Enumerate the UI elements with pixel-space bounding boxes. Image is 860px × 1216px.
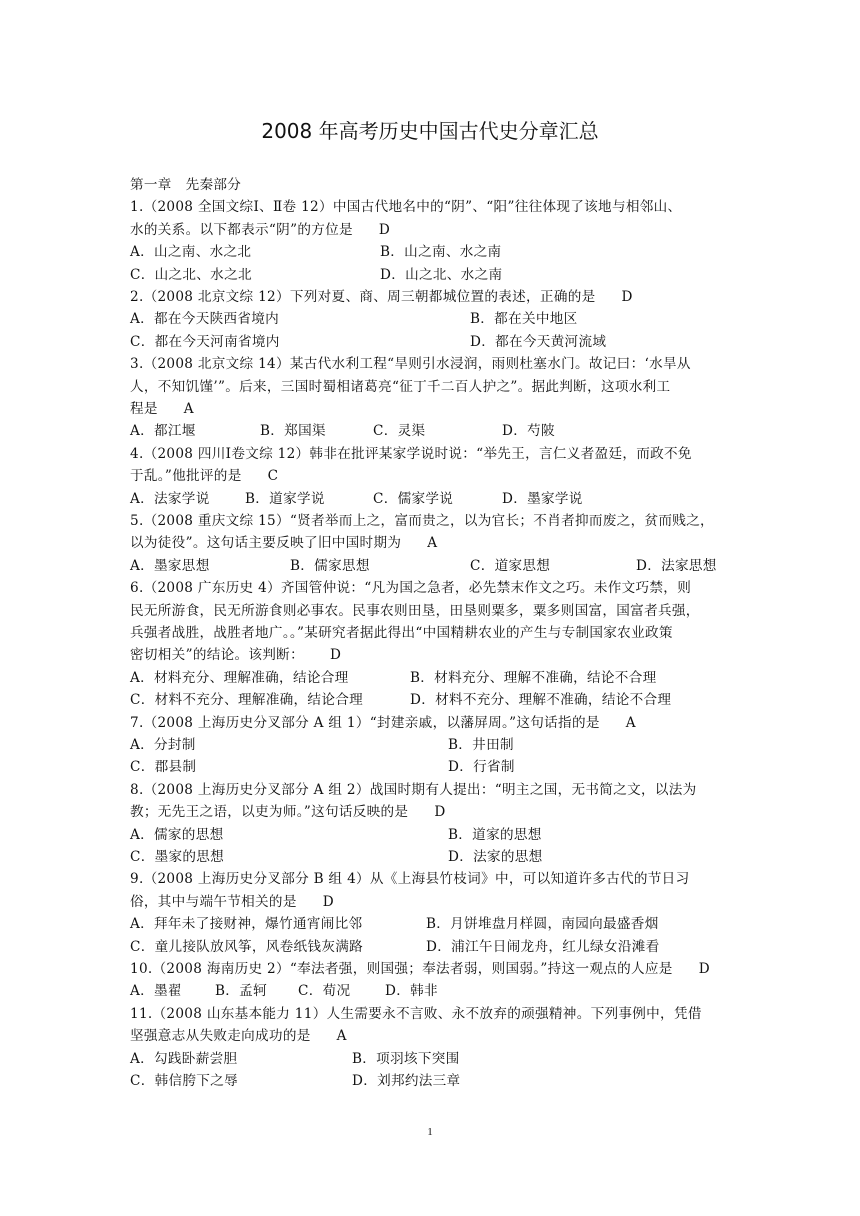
question-stem-line (130, 532, 730, 554)
question-text: 密切相关”的结论。该判断： (130, 647, 304, 663)
question-stem-line (130, 1025, 730, 1047)
option: D．材料不充分、理解不准确，结论不合理 (410, 692, 672, 708)
answer-key: A (336, 1028, 347, 1044)
option: C．道家思想 (470, 558, 551, 574)
option: D．法家思想 (636, 558, 717, 574)
question-stem-line (130, 286, 730, 308)
option: D．山之北、水之南 (380, 267, 503, 283)
question-stem-line (130, 219, 730, 241)
option: B．儒家思想 (290, 558, 370, 574)
chapter-heading: 第一章 先秦部分 (130, 177, 242, 193)
question-text: 6.（2008 广东历史 4）齐国管仲说：“凡为国之急者，必先禁末作文之巧。未作文巧禁，则 (130, 580, 692, 596)
option: A．山之南、水之北 (130, 244, 252, 260)
question-text: 9.（2008 上海历史分叉部分 B 组 4）从《上海县竹枝词》中，可以知道许多古代的节日习 (130, 871, 690, 887)
question-text: 7.（2008 上海历史分叉部分 A 组 1）“封建亲戚，以藩屏周。”这句话指的是 (130, 715, 600, 731)
option: C．材料不充分、理解准确，结论合理 (130, 692, 363, 708)
answer-key: D (329, 647, 342, 663)
option: C．韩信胯下之辱 (130, 1073, 238, 1089)
option: C．都在今天河南省境内 (130, 334, 280, 350)
option: A．拜年未了接财神，爆竹通宵闹比邻 (130, 916, 363, 932)
question-stem-line (130, 443, 730, 465)
question-text: 民无所游食，民无所游食则必事农。民事农则田垦，田垦则粟多，粟多则国富，国富者兵强， (130, 603, 700, 619)
question-text: 4.（2008 四川Ⅰ卷文综 12）韩非在批评某家学说时说：“举先王，言仁义者盈廷，而政不免 (130, 446, 692, 462)
question-stem-line (130, 510, 730, 532)
option: A．材料充分、理解准确，结论合理 (130, 670, 349, 686)
option: D．法家的思想 (448, 849, 543, 865)
question-text: 水的关系。以下都表示“阴”的方位是 (130, 222, 353, 238)
question-text: 俗，其中与端午节相关的是 (130, 894, 297, 910)
question-text: 5.（2008 重庆文综 15）“贤者举而上之，富而贵之，以为官长；不肖者抑而废之，贫而贱之， (130, 513, 714, 529)
answer-key: D (434, 804, 446, 820)
option: D．芍陂 (502, 423, 555, 439)
question-text: 11.（2008 山东基本能力 11）人生需要永不言败、永不放弃的顽强精神。下列事例中，凭借 (130, 1006, 702, 1022)
option: C．山之北、水之北 (130, 267, 252, 283)
answer-key: A (427, 535, 438, 551)
question-text: 人，不知饥馑’”。后来，三国时蜀相诸葛亮“征丁千二百人护之”。据此判断，这项水利工 (130, 379, 671, 395)
option: D．浦江午日闹龙舟，红儿绿女沿滩看 (426, 939, 660, 955)
question-stem-line (130, 868, 730, 890)
option: A．分封制 (130, 737, 196, 753)
answer-key: D (621, 289, 633, 305)
option: A．都江堰 (130, 423, 196, 439)
answer-key: A (625, 715, 636, 731)
option: D．韩非 (385, 983, 438, 999)
option: A．墨家思想 (130, 558, 210, 574)
option: A．儒家的思想 (130, 827, 224, 843)
question-stem-line (130, 622, 730, 644)
option: B．道家学说 (245, 491, 325, 507)
option: D．刘邦约法三章 (352, 1073, 461, 1089)
question-text: 坚强意志从失败走向成功的是 (130, 1028, 311, 1044)
question-stem-line (130, 465, 730, 487)
option: A．墨翟 (130, 983, 182, 999)
answer-key: D (322, 894, 334, 910)
question-text: 1.（2008 全国文综Ⅰ、Ⅱ卷 12）中国古代地名中的“阴”、“阳”往往体现了该地与相邻山、 (130, 199, 682, 215)
question-stem-line (130, 376, 730, 398)
answer-key: D (698, 961, 710, 977)
option: C．儒家学说 (373, 491, 454, 507)
question-text: 以为徒役”。这句话主要反映了旧中国时期为 (130, 535, 402, 551)
question-text: 8.（2008 上海历史分叉部分 A 组 2）战国时期有人提出：“明主之国，无书简之文，以法为 (130, 782, 697, 798)
question-text: 教；无先王之语，以吏为师。”这句话反映的是 (130, 804, 409, 820)
question-stem-line (130, 712, 730, 734)
option: B．道家的思想 (448, 827, 542, 843)
question-stem-line (130, 600, 730, 622)
option: A．法家学说 (130, 491, 210, 507)
question-stem-line (130, 196, 730, 218)
question-stem-line (130, 398, 730, 420)
option: C．灵渠 (373, 423, 426, 439)
option: D．都在今天黄河流域 (470, 334, 607, 350)
question-text: 2.（2008 北京文综 12）下列对夏、商、周三朝都城位置的表述，正确的是 (130, 289, 596, 305)
option: B．材料充分、理解不准确，结论不合理 (410, 670, 657, 686)
option: B．月饼堆盘月样圆，南园向最盛香烟 (426, 916, 659, 932)
answer-key: A (183, 401, 194, 417)
option: C．墨家的思想 (130, 849, 225, 865)
page-number: 1 (427, 1126, 433, 1138)
question-stem-line (130, 801, 730, 823)
question-text: 程是 (130, 401, 158, 417)
option: D．行省制 (448, 759, 515, 775)
question-stem-line (130, 577, 730, 599)
question-stem-line (130, 958, 730, 980)
question-text: 兵强者战胜，战胜者地广。。”某研究者据此得出“中国精耕农业的产生与专制国家农业政策 (130, 625, 673, 641)
page-title: 2008 年高考历史中国古代史分章汇总 (261, 119, 599, 143)
question-stem-line (130, 779, 730, 801)
question-text: 3.（2008 北京文综 14）某古代水利工程“旱则引水浸润，雨则杜塞水门。故记曰：‘水旱从 (130, 356, 691, 372)
question-text: 10.（2008 海南历史 2）“奉法者强，则国强；奉法者弱，则国弱。”持这一观点的人应是 (130, 961, 673, 977)
question-stem-line (130, 1003, 730, 1025)
question-stem-line (130, 353, 730, 375)
option: C．郡县制 (130, 759, 197, 775)
question-text: 于乱。”他批评的是 (130, 468, 242, 484)
option: B．山之南、水之南 (380, 244, 502, 260)
option: A．都在今天陕西省境内 (130, 311, 280, 327)
option: A．勾践卧薪尝胆 (130, 1051, 238, 1067)
option: B．井田制 (448, 737, 514, 753)
question-stem-line (130, 644, 730, 666)
answer-key: D (378, 222, 391, 238)
option: C．荀况 (298, 983, 351, 999)
option: D．墨家学说 (502, 491, 583, 507)
option: B．郑国渠 (260, 423, 326, 439)
option: B．项羽垓下突围 (352, 1051, 460, 1067)
option: B．孟轲 (215, 983, 267, 999)
question-stem-line (130, 891, 730, 913)
option: B．都在关中地区 (470, 311, 578, 327)
option: C．童儿接队放风筝，风卷纸钱灰满路 (130, 939, 363, 955)
answer-key: C (267, 468, 279, 484)
